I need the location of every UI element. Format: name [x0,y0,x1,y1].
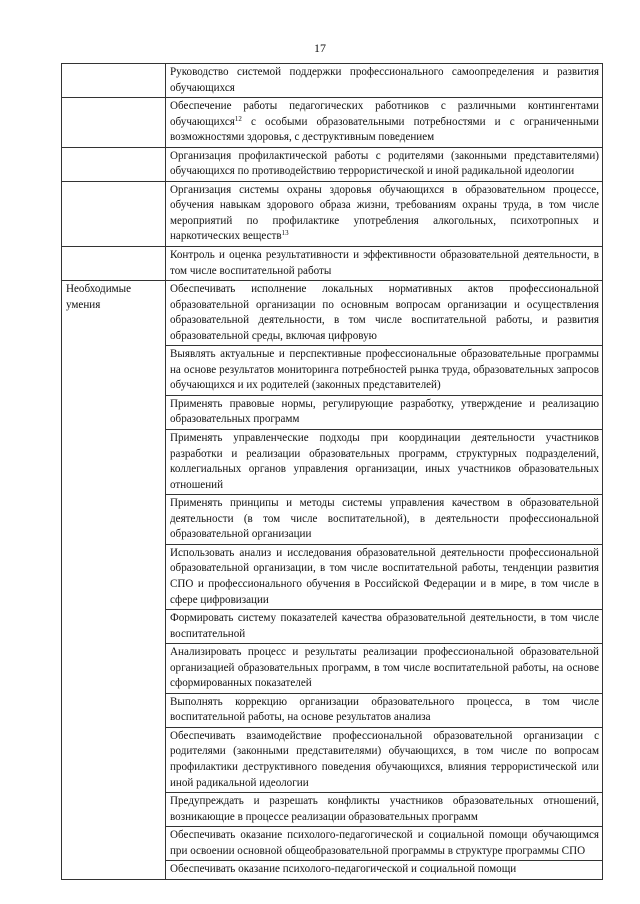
row-label-cell [62,147,166,181]
row-label-cell [62,247,166,281]
table-row [62,181,603,246]
row-text-cell: Обеспечивать исполнение локальных нормативных актов профессиональной образовательной организации по основным вопросам организации и осуществления образовательной деятельности, в том числе воспитательной работы, и развития образовательной среды, включая цифровую [166,281,603,346]
row-text: Обеспечение работы педагогических работников с различными контингентами обучающихся [170,100,599,128]
row-text-cell: Применять управленческие подходы при координации деятельности участников разработки и реализации образовательных программ, структурных подразделений, коллегиальных органов управления организации, иных участников образовательных отношений [166,430,603,495]
qualification-table [61,63,603,880]
row-text-cell: Контроль и оценка результативности и эффективности образовательной деятельности, в том числе воспитательной работы [166,247,603,281]
row-text-continued: с особыми образовательными потребностями и с ограниченными возможностями здоровья, с деструктивным поведением [170,115,599,144]
row-text-cell: Обеспечивать оказание психолого-педагогической и социальной помощи [166,861,603,880]
row-text-cell: Обеспечивать взаимодействие профессиональной образовательной организации с родителями (законными представителями) обучающихся, в том числе по вопросам профилактики деструктивного поведения обучающихся, влияния террористической или иной радикальной идеологии [166,727,603,792]
row-label-cell [62,64,166,98]
row-text-cell: Использовать анализ и исследования образовательной деятельности профессиональной образовательной организации, в том числе воспитательной работы, тенденции развития СПО и профессионального обучения в Российской Федерации и в мире, в том числе в сфере цифровизации [166,544,603,609]
row-text-cell: Анализировать процесс и результаты реализации профессиональной образовательной организацией образовательных программ, в том числе воспитательной работы, на основе сформированных показателей [166,644,603,694]
table-row [62,281,603,346]
row-text: Организация системы охраны здоровья обучающихся в образовательном процессе, обучения навыкам здорового образа жизни, требованиям охраны труда, в том числе мероприятий по профилактике употребления алкогольных, психотропных и наркотических веществ [170,183,599,243]
row-text-cell [166,181,603,246]
row-text-cell: Применять правовые нормы, регулирующие разработку, утверждение и реализацию образовательных программ [166,395,603,429]
row-text-cell: Организация профилактической работы с родителями (законными представителями) обучающихся по противодействию террористической и иной радикальной идеологии [166,147,603,181]
table-row [62,247,603,281]
row-text-cell: Формировать систему показателей качества образовательной деятельности, в том числе воспитательной [166,610,603,644]
row-text-cell: Обеспечивать оказание психолого-педагогической и социальной помощи обучающимся при освоении основной общеобразовательной программы в структуре программы СПО [166,827,603,861]
row-text-cell [166,98,603,148]
row-text-cell: Руководство системой поддержки профессионального самоопределения и развития обучающихся [166,64,603,98]
row-text-cell: Выявлять актуальные и перспективные профессиональные образовательные программы на основе результатов мониторинга потребностей рынка труда, образовательных запросов обучающихся и их родителей (законных представителей) [166,346,603,396]
footnote-ref: 12 [234,114,242,123]
row-text-cell: Применять принципы и методы системы управления качеством в образовательной деятельности (в том числе воспитательной), в деятельности профессиональной образовательной организации [166,495,603,545]
table-row [62,64,603,98]
page-number: 17 [314,41,326,55]
row-label-cell [62,181,166,246]
row-text-cell: Выполнять коррекцию организации образовательного процесса, в том числе воспитательной работы, на основе результатов анализа [166,693,603,727]
section-label-skills: Необходимые умения [62,281,166,880]
table-row [62,98,603,148]
footnote-ref: 13 [281,229,289,238]
row-label-cell [62,98,166,148]
table-row [62,147,603,181]
row-text-cell: Предупреждать и разрешать конфликты участников образовательных отношений, возникающие в процессе реализации образовательных программ [166,793,603,827]
